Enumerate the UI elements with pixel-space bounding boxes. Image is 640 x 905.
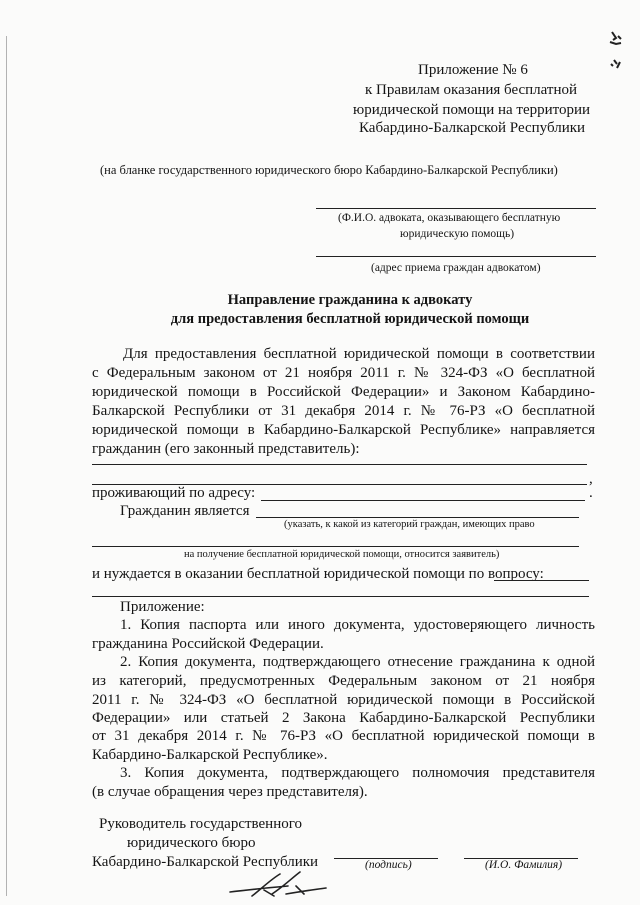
body-line-3: юридической помощи в Российской Федерации» и Законом Кабардино-: [92, 384, 595, 400]
category-caption-2: на получение бесплатной юридической помощи, относится заявитель): [184, 549, 500, 560]
citizen-is-label: Гражданин является: [120, 503, 250, 519]
attachment-2-line-2: из категорий, предусмотренных Федеральным законом от 21 ноября: [92, 673, 595, 689]
corner-marks: [602, 28, 632, 74]
category-caption-1: (указать, к какой из категорий граждан, имеющих право: [284, 519, 535, 530]
annex-line-4: Кабардино-Балкарской Республики: [359, 120, 586, 136]
needs-label: и нуждается в оказании бесплатной юридической помощи по вопросу:: [92, 566, 544, 582]
residing-period: .: [589, 485, 593, 501]
signatory-line-2: юридического бюро: [127, 835, 256, 851]
attachment-3-line-2: (в случае обращения через представителя).: [92, 784, 368, 800]
signature-caption: (подпись): [365, 859, 412, 871]
question-line-2: [92, 596, 589, 597]
page-edge-mark: [6, 36, 7, 896]
attachment-3-line-1: 3. Копия документа, подтверждающего полномочия представителя: [120, 765, 595, 781]
body-line-6: гражданин (его законный представитель):: [92, 441, 360, 457]
advocate-address-line: [316, 256, 596, 257]
body-line-4: Балкарской Республики от 31 декабря 2014 г. № 76-РЗ «О бесплатной: [92, 403, 595, 419]
blank-note: (на бланке государственного юридического бюро Кабардино-Балкарской Республики): [100, 163, 558, 177]
attachment-2-line-4: Федерации» или статьей 2 Закона Кабардино-Балкарской Республики: [92, 710, 595, 726]
category-line: [256, 517, 579, 518]
category-line-2: [92, 546, 579, 547]
residing-label: проживающий по адресу:: [92, 485, 256, 501]
attachment-2-line-6: Кабардино-Балкарской Республике».: [92, 747, 328, 763]
doc-title-line-2: для предоставления бесплатной юридической помощи: [170, 311, 530, 327]
body-line-2: с Федеральным законом от 21 ноября 2011 г. № 324-ФЗ «О бесплатной: [92, 365, 595, 381]
annex-line-3: юридической помощи на территории: [353, 102, 591, 118]
advocate-caption-1b: юридическую помощь): [400, 228, 515, 240]
comma: ,: [589, 471, 593, 487]
attachment-1-line-2: гражданина Российской Федерации.: [92, 636, 324, 652]
attachment-2-line-3: 2011 г. № 324-ФЗ «О бесплатной юридической помощи в Российской: [92, 692, 595, 708]
attachment-1-line-1: 1. Копия паспорта или иного документа, удостоверяющего личность: [120, 617, 595, 633]
signatory-line-1: Руководитель государственного: [99, 816, 303, 832]
advocate-caption-1a: (Ф.И.О. адвоката, оказывающего бесплатную: [338, 212, 561, 224]
signatory-line-3: Кабардино-Балкарской Республики: [92, 854, 319, 870]
citizen-name-line-1: [92, 464, 587, 465]
annex-line-2: к Правилам оказания бесплатной: [365, 82, 578, 98]
residing-address-line: [261, 500, 585, 501]
body-line-1: Для предоставления бесплатной юридической помощи в соответствии: [123, 346, 595, 362]
advocate-name-line: [316, 208, 596, 209]
attachment-2-line-1: 2. Копия документа, подтверждающего отнесение гражданина к одной: [120, 654, 595, 670]
signature-scribble: [226, 866, 336, 902]
advocate-caption-2: (адрес приема граждан адвокатом): [371, 262, 541, 274]
doc-title-line-1: Направление гражданина к адвокату: [227, 292, 473, 308]
attachments-heading: Приложение:: [120, 599, 205, 615]
attachment-2-line-5: от 31 декабря 2014 г. № 76-РЗ «О бесплатной юридической помощи в: [92, 728, 595, 744]
name-caption: (И.О. Фамилия): [485, 859, 563, 871]
question-line-1: [494, 580, 589, 581]
annex-line-1: Приложение № 6: [418, 62, 528, 78]
body-line-5: юридической помощи в Кабардино-Балкарской Республике» направляется: [92, 422, 595, 438]
